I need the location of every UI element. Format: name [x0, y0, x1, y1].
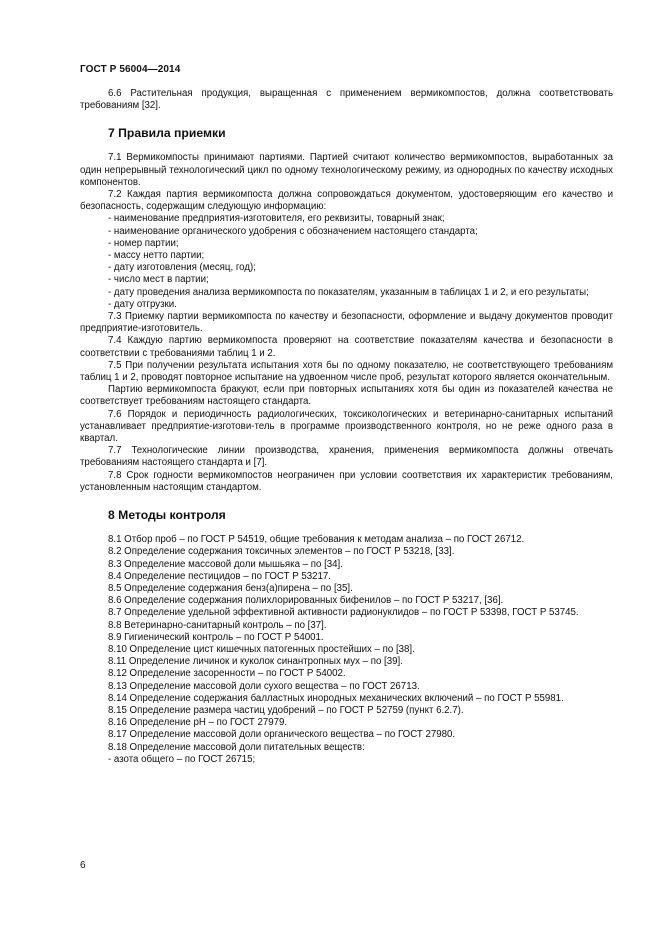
- method-item: 8.2 Определение содержания токсичных элементов – по ГОСТ Р 53218, [33].: [108, 546, 455, 558]
- section-7-heading: 7 Правила приемки: [108, 126, 226, 141]
- method-item: 8.13 Определение массовой доли сухого вещества – по ГОСТ 26713.: [108, 680, 420, 692]
- list-item: - номер партии;: [108, 237, 179, 249]
- method-item: 8.1 Отбор проб – по ГОСТ Р 54519, общие требования к методам анализа – по ГОСТ 26712.: [108, 534, 525, 546]
- method-item: 8.15 Определение размера частиц удобрений – по ГОСТ Р 52759 (пункт 6.2.7).: [108, 704, 464, 716]
- paragraph-7-1: 7.1 Вермикомпосты принимают партиями. Партией считают количество вермикомпостов, выработанных за один непрерывный технологический цикл по одному технологическому режиму, из однородных по качеству исходных компонентов.: [80, 152, 613, 188]
- method-item: - азота общего – по ГОСТ 26715;: [108, 753, 256, 765]
- list-item: - наименование предприятия-изготовителя, его реквизиты, товарный знак;: [108, 213, 445, 225]
- paragraph-7-6: 7.6 Порядок и периодичность радиологических, токсикологических и ветеринарно-санитарных испытаний устанавливает предприятие-изготови-тель в программе производственного контроля, но не реже одного раза в квартал.: [80, 408, 613, 445]
- paragraph-7-5-continued: Партию вермикомпоста бракуют, если при повторных испытаниях хотя бы один из показателей качества не соответствует требованиям настоящего стандарта.: [80, 384, 613, 408]
- paragraph-7-8: 7.8 Срок годности вермикомпостов неограничен при условии соответствия их характеристик требованиям, установленным настоящим стандартом.: [80, 469, 613, 493]
- paragraph-7-7: 7.7 Технологические линии производства, хранения, применения вермикомпоста должны отвечать требованиям настоящего стандарта и [7].: [80, 445, 613, 469]
- section-8-heading: 8 Методы контроля: [108, 508, 226, 523]
- paragraph-7-3: 7.3 Приемку партии вермикомпоста по качеству и безопасности, оформление и выдачу документов проводит предприятие-изготовитель.: [80, 311, 613, 335]
- paragraph-7-2: 7.2 Каждая партия вермикомпоста должна сопровождаться документом, удостоверяющим его качество и безопасность, содержащим следующую информацию:: [80, 189, 613, 213]
- document-header: ГОСТ Р 56004—2014: [80, 64, 181, 75]
- document-body: [80, 88, 613, 766]
- method-item: 8.6 Определение содержания полихлорированных бифенилов – по ГОСТ Р 53217, [36].: [108, 595, 504, 607]
- method-item: 8.9 Гигиенический контроль – по ГОСТ Р 54001.: [108, 631, 324, 643]
- method-item: 8.7 Определение удельной эффективной активности радионуклидов – по ГОСТ Р 53398, ГОСТ Р 53745.: [108, 607, 579, 619]
- method-item: 8.18 Определение массовой доли питательных веществ:: [108, 741, 365, 753]
- paragraph-6-6: 6.6 Растительная продукция, выращенная с применением вермикомпостов, должна соответствовать требованиям [32].: [80, 88, 613, 112]
- method-item: 8.14 Определение содержания балластных инородных механических включений – по ГОСТ Р 55981.: [108, 692, 564, 704]
- method-item: 8.4 Определение пестицидов – по ГОСТ Р 53217.: [108, 570, 331, 582]
- method-item: 8.8 Ветеринарно-санитарный контроль – по [37].: [108, 619, 327, 631]
- list-item: - дату отгрузки.: [108, 298, 177, 310]
- list-item: - дату проведения анализа вермикомпоста по показателям, указанным в таблицах 1 и 2, и его результаты;: [108, 286, 589, 298]
- method-item: 8.17 Определение массовой доли органического вещества – по ГОСТ 27980.: [108, 729, 456, 741]
- list-item: - число мест в партии;: [108, 274, 209, 286]
- method-item: 8.5 Определение содержания бенз(а)пирена – по [35].: [108, 582, 353, 594]
- method-item: 8.10 Определение цист кишечных патогенных простейших – по [38].: [108, 643, 415, 655]
- list-item: - наименование органического удобрения с обозначением настоящего стандарта;: [108, 225, 478, 237]
- info-list: [80, 213, 613, 311]
- method-item: 8.11 Определение личинок и куколок синантропных мух – по [39].: [108, 656, 403, 668]
- paragraph-7-5: 7.5 При получении результата испытания хотя бы по одному показателю, не соответствующего требованиям таблиц 1 и 2, проводят повторное испытание на удвоенном числе проб, результат которого является окончательным.: [80, 359, 613, 384]
- method-item: 8.16 Определение рН – по ГОСТ 27979.: [108, 717, 288, 729]
- paragraph-7-4: 7.4 Каждую партию вермикомпоста проверяют на соответствие показателям качества и безопасности в соответствии с требованиями таблиц 1 и 2.: [80, 335, 613, 359]
- list-item: - массу нетто партии;: [108, 250, 205, 262]
- page-number: 6: [80, 860, 86, 871]
- method-item: 8.12 Определение засоренности – по ГОСТ Р 54002.: [108, 668, 346, 680]
- method-item: 8.3 Определение массовой доли мышьяка – по [34].: [108, 558, 343, 570]
- list-item: - дату изготовления (месяц, год);: [108, 262, 256, 274]
